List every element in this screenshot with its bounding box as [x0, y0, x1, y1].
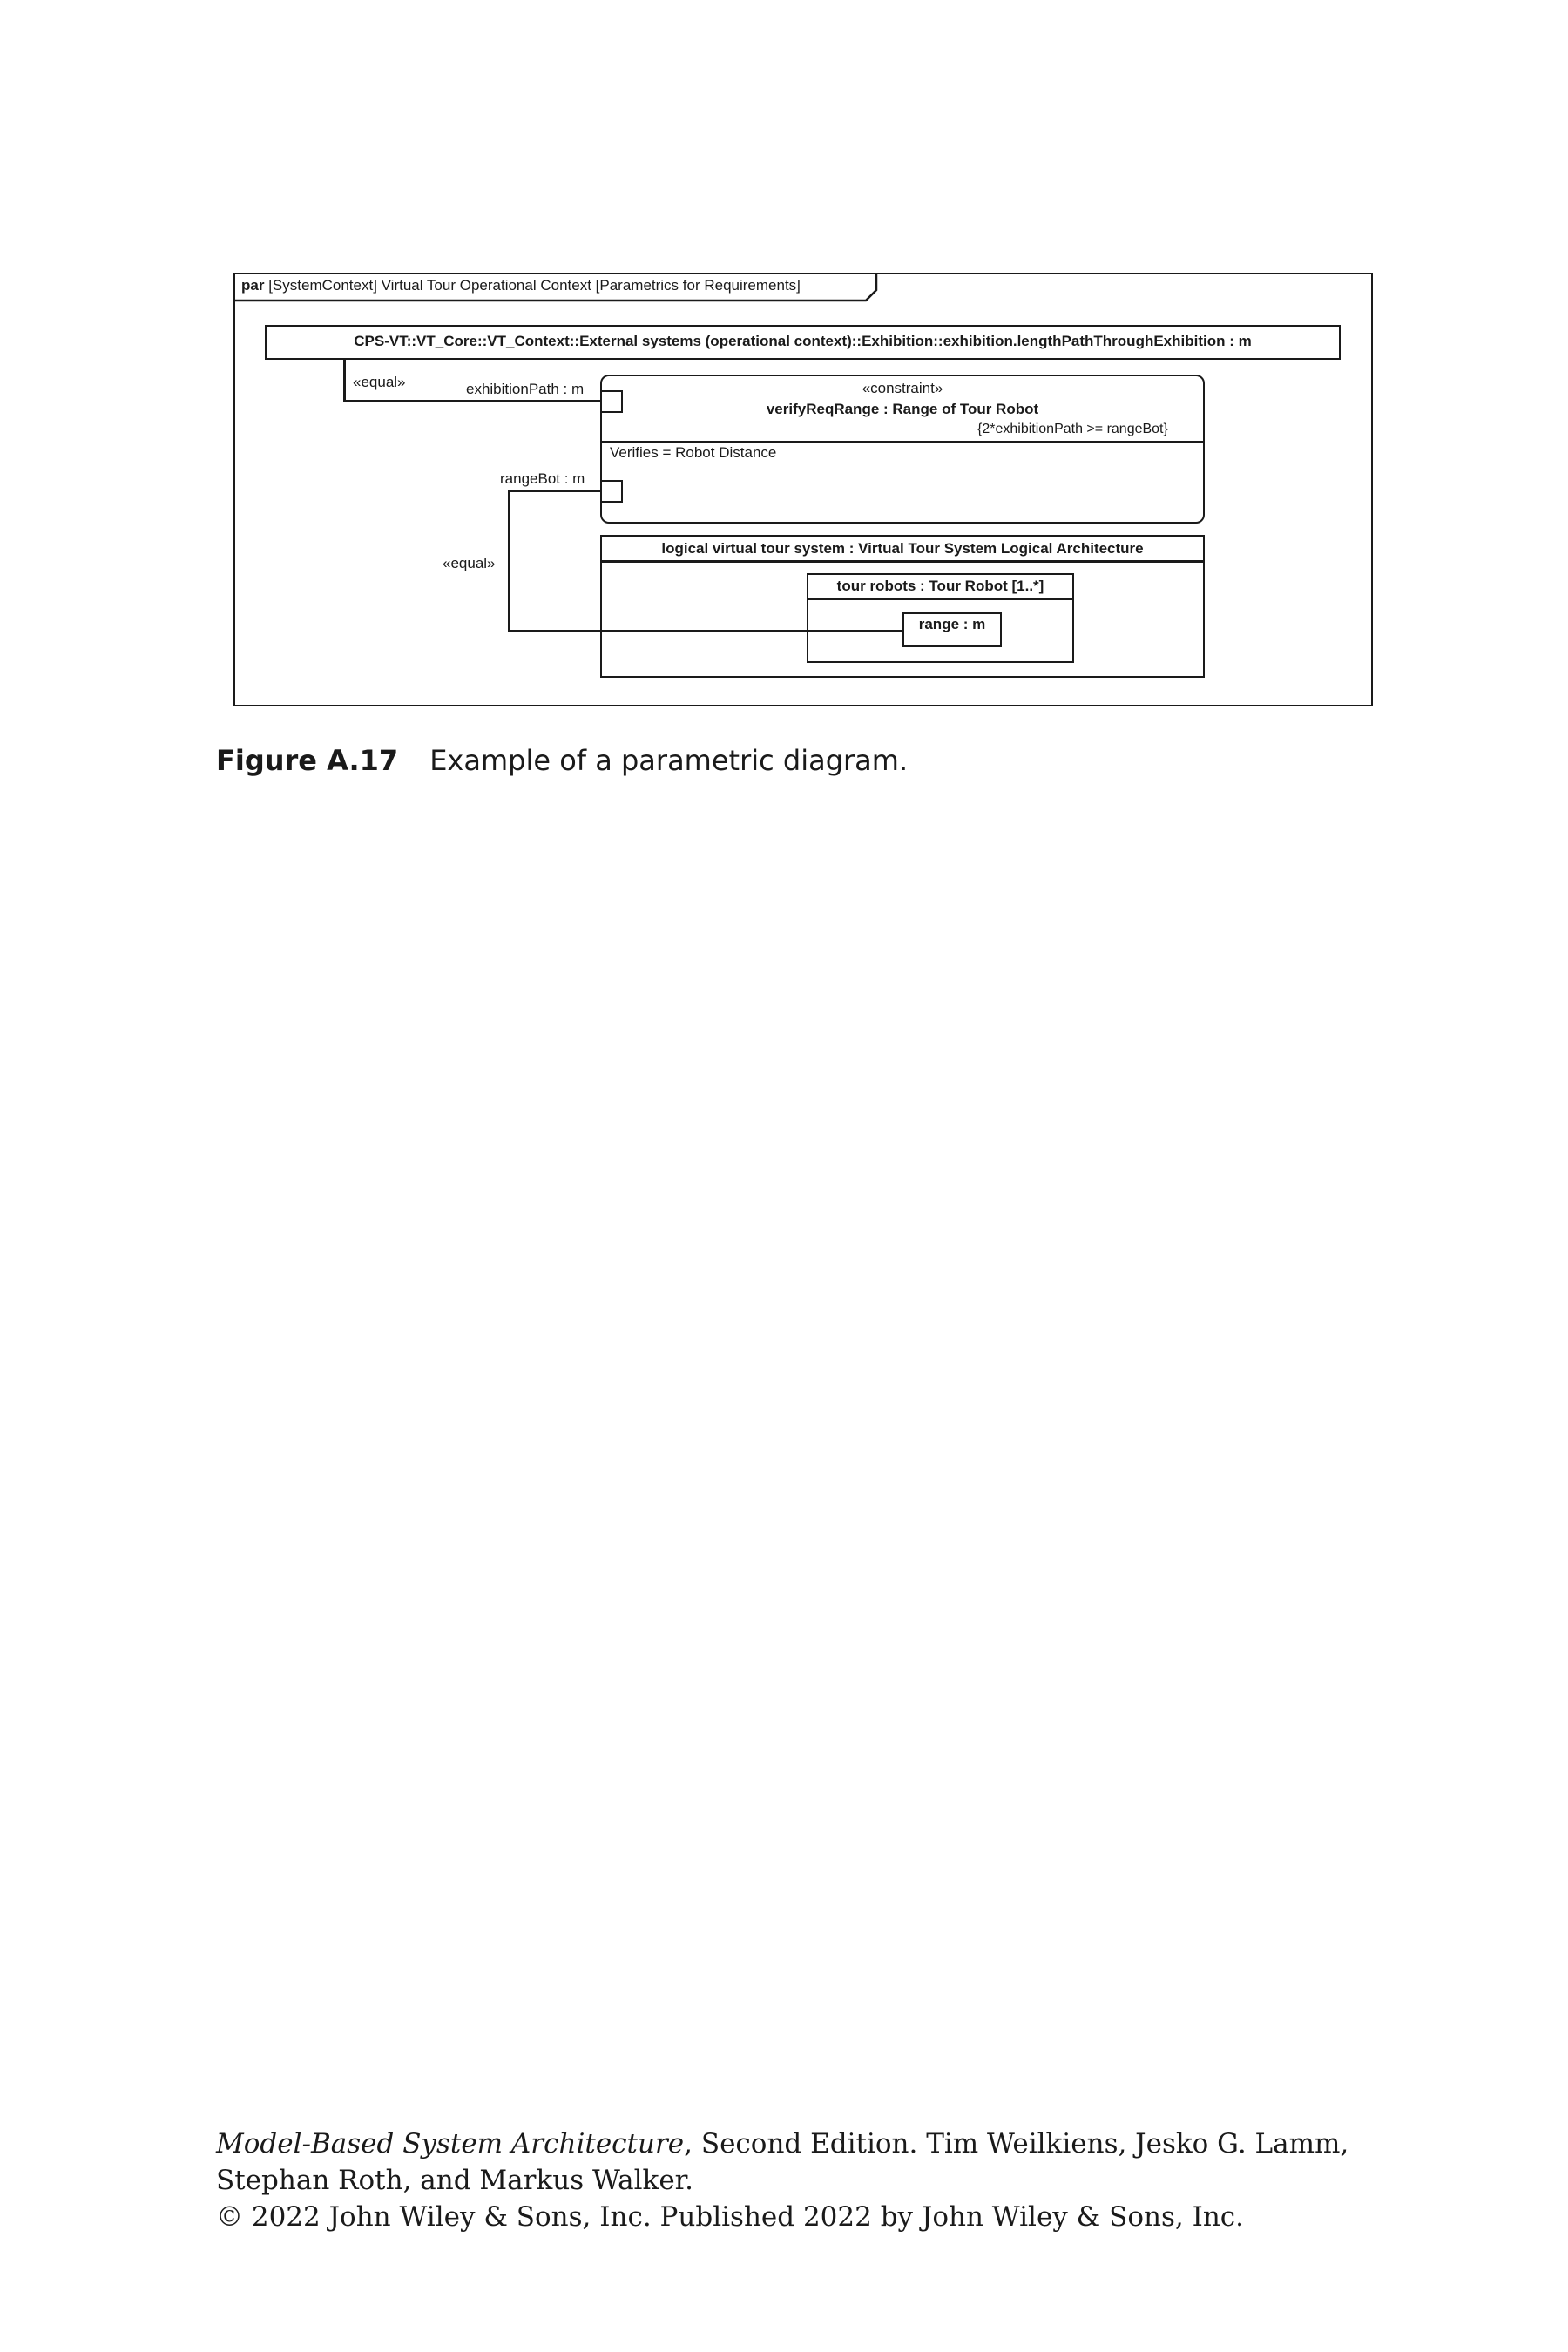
tour-robots-divider	[807, 598, 1074, 600]
constraint-name: verifyReqRange : Range of Tour Robot	[766, 401, 1039, 417]
frame-title: [SystemContext] Virtual Tour Operational Context [Parametrics for Requirements]	[268, 277, 801, 294]
frame-header	[241, 277, 801, 294]
binding-connector-bottom-top	[508, 490, 602, 492]
constraint-verifies: Verifies = Robot Distance	[610, 444, 777, 461]
binding-top-label: «equal»	[353, 374, 406, 390]
binding-connector-top-vertical	[343, 360, 346, 402]
param-exhibition-label: exhibitionPath : m	[466, 381, 585, 397]
footer-line-1	[216, 2126, 1348, 2162]
exhibition-property-label: CPS-VT::VT_Core::VT_Context::External systems (operational context)::Exhibition::exhibition.lengthPathThroughExhibition : m	[354, 333, 1252, 349]
tour-robots-name: tour robots : Tour Robot [1..*]	[836, 578, 1044, 594]
figure-caption	[216, 744, 908, 777]
logical-system-name: logical virtual tour system : Virtual Tour System Logical Architecture	[661, 540, 1144, 557]
binding-connector-top-horizontal	[343, 400, 601, 402]
logical-system-divider	[600, 560, 1205, 563]
footer-line-1-rest: , Second Edition. Tim Weilkiens, Jesko G. Lamm,	[684, 2128, 1349, 2159]
frame-kind: par	[241, 277, 265, 294]
port-exhibition-path	[600, 390, 623, 413]
figure-label: Figure A.17	[216, 744, 399, 777]
footer-line-3: © 2022 John Wiley & Sons, Inc. Published 2022 by John Wiley & Sons, Inc.	[216, 2201, 1245, 2233]
port-range-bot	[600, 480, 623, 503]
binding-bottom-label: «equal»	[443, 555, 496, 571]
footer-line-2: Stephan Roth, and Markus Walker.	[216, 2165, 693, 2196]
figure-caption-text: Example of a parametric diagram.	[429, 744, 909, 777]
constraint-stereotype: «constraint»	[862, 380, 943, 396]
binding-connector-bottom-vertical	[508, 490, 510, 632]
constraint-compartment-divider	[600, 441, 1205, 443]
param-range-label: rangeBot : m	[500, 470, 585, 487]
range-name: range : m	[918, 616, 986, 632]
book-title: Model-Based System Architecture	[216, 2128, 685, 2159]
copyright-footer	[216, 2126, 1348, 2235]
constraint-expression: {2*exhibitionPath >= rangeBot}	[977, 422, 1168, 436]
